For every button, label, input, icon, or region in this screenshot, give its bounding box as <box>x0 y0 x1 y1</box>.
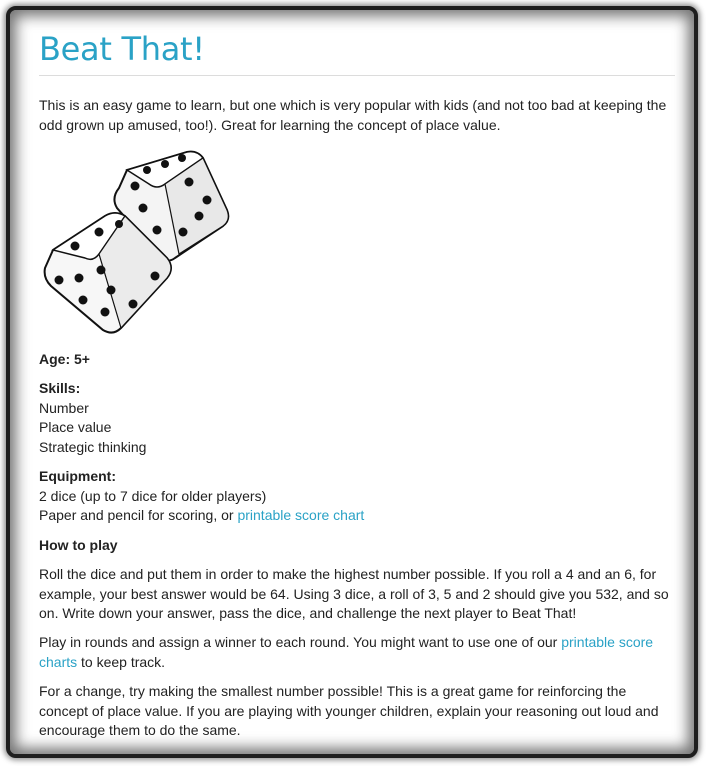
how-to-play-heading-block <box>39 536 675 556</box>
skills-section <box>39 379 675 457</box>
page-frame <box>6 6 698 758</box>
intro-paragraph <box>39 96 675 135</box>
how-to-play-paragraph-1 <box>39 565 675 624</box>
skill-item: Place value <box>39 419 112 435</box>
equipment-text: Paper and pencil for scoring, or <box>39 507 238 523</box>
equipment-heading: Equipment: <box>39 468 116 484</box>
variation-text: For a change, try making the smallest number possible! This is a great game for reinforcing the concept of place value. If you are playing with younger children, explain your reasoning out loud and encourage them to do the same. <box>39 683 659 738</box>
how-to-play-paragraph-2 <box>39 633 675 672</box>
score-chart-link[interactable]: printable score chart <box>237 507 365 523</box>
dice-illustration <box>39 150 239 340</box>
page-title: Beat That! <box>39 30 205 68</box>
equipment-section <box>39 467 675 526</box>
how-to-play-heading: How to play <box>39 537 118 553</box>
skill-item: Number <box>39 399 89 416</box>
rounds-text: Play in rounds and assign a winner to each round. You might want to use one of our <box>39 634 562 650</box>
title-divider <box>39 75 675 76</box>
rounds-text-end: to keep track. <box>77 653 166 670</box>
equipment-item: 2 dice (up to 7 dice for older players) <box>39 487 267 504</box>
skill-item: Strategic thinking <box>39 438 147 455</box>
skills-heading: Skills: <box>39 380 81 396</box>
age-label: Age: 5+ <box>39 351 90 367</box>
score-charts-link[interactable]: printable score charts <box>39 634 654 670</box>
equipment-item <box>39 506 675 526</box>
rules-text: Roll the dice and put them in order to make the highest number possible. If you roll a 4 and an 6, for example, your best answer would be 64. Using 3 dice, a roll of 3, 5 and 2 should give you 532, and so on. Write down your answer, pass the dice, and challenge the next player to Beat That! <box>39 566 669 621</box>
how-to-play-paragraph-3 <box>39 682 675 741</box>
intro-text: This is an easy game to learn, but one which is very popular with kids (and not too bad at keeping the odd grown up amused, too!). Great for learning the concept of place value. <box>39 97 667 133</box>
age-line <box>39 350 675 370</box>
